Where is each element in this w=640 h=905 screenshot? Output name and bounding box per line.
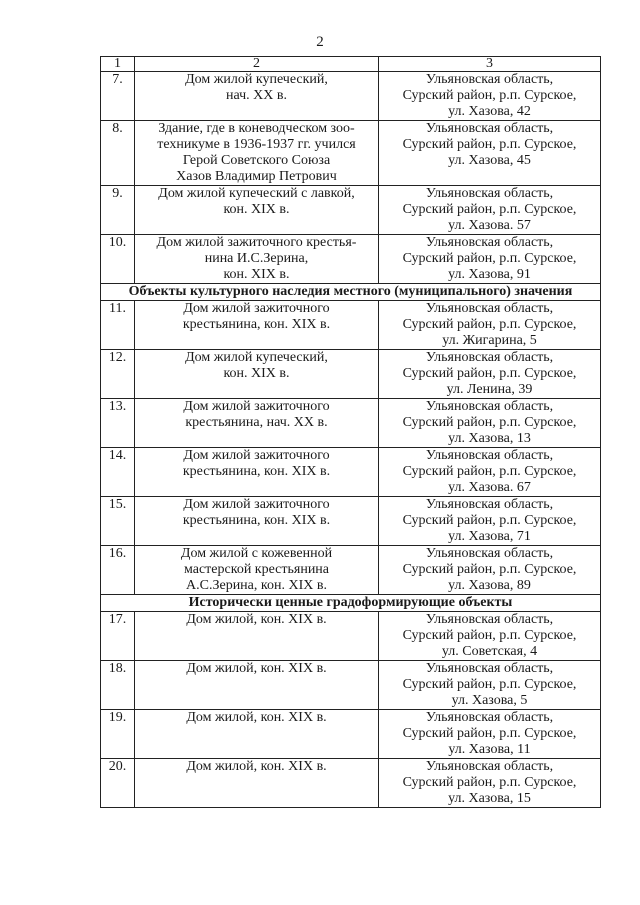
object-name-cell — [135, 546, 379, 595]
address-line: Сурский район, р.п. Сурское, — [402, 202, 577, 217]
table-row — [101, 350, 601, 399]
table-row — [101, 399, 601, 448]
address-cell — [379, 710, 601, 759]
address-line: ул. Хазова, 91 — [448, 267, 531, 282]
object-name-line: кон. XIX в. — [223, 366, 290, 381]
object-name-cell — [135, 72, 379, 121]
address-line: Ульяновская область, — [425, 759, 554, 774]
row-number: 14. — [101, 448, 135, 497]
address-cell — [379, 72, 601, 121]
table-row — [101, 186, 601, 235]
address-cell — [379, 186, 601, 235]
object-name-line: Дом жилой, кон. XIX в. — [186, 612, 327, 627]
object-name-line: Дом жилой, кон. XIX в. — [186, 710, 327, 725]
table-row — [101, 448, 601, 497]
address-line: Ульяновская область, — [425, 612, 554, 627]
object-name-line: крестьянина, кон. XIX в. — [182, 513, 331, 528]
object-name-cell — [135, 301, 379, 350]
table-body — [101, 57, 601, 808]
row-number: 11. — [101, 301, 135, 350]
object-name-line: Дом жилой купеческий, — [185, 350, 328, 365]
section-header-row — [101, 595, 601, 612]
address-line: Сурский район, р.п. Сурское, — [402, 513, 577, 528]
column-header-number: 1 — [101, 57, 135, 72]
object-name-line: кон. XIX в. — [223, 202, 290, 217]
address-line: Ульяновская область, — [425, 546, 554, 561]
object-name-line: Дом жилой зажиточного — [183, 399, 330, 414]
object-name-line: А.С.Зерина, кон. XIX в. — [186, 578, 327, 593]
address-line: ул. Хазова. 57 — [448, 218, 531, 233]
object-name-cell — [135, 399, 379, 448]
row-number: 19. — [101, 710, 135, 759]
row-number: 18. — [101, 661, 135, 710]
object-name-line: Дом жилой, кон. XIX в. — [186, 759, 327, 774]
address-line: Сурский район, р.п. Сурское, — [402, 562, 577, 577]
table-row — [101, 121, 601, 186]
object-name-line: Дом жилой зажиточного — [183, 448, 330, 463]
table-row — [101, 497, 601, 546]
address-line: Ульяновская область, — [425, 186, 554, 201]
object-name-line: кон. XIX в. — [223, 267, 290, 282]
address-line: ул. Хазова, 89 — [448, 578, 531, 593]
address-line: ул. Хазова. 67 — [448, 480, 531, 495]
table-row — [101, 710, 601, 759]
object-name-cell — [135, 235, 379, 284]
address-cell — [379, 399, 601, 448]
table-row — [101, 546, 601, 595]
address-line: Ульяновская область, — [425, 72, 554, 87]
object-name-cell — [135, 497, 379, 546]
address-line: Ульяновская область, — [425, 301, 554, 316]
object-name-cell — [135, 121, 379, 186]
object-name-line: Хазов Владимир Петрович — [176, 169, 337, 184]
address-line: Сурский район, р.п. Сурское, — [402, 88, 577, 103]
address-line: Сурский район, р.п. Сурское, — [402, 366, 577, 381]
address-line: ул. Хазова, 5 — [451, 693, 528, 708]
table-row — [101, 301, 601, 350]
address-line: Сурский район, р.п. Сурское, — [402, 251, 577, 266]
address-cell — [379, 661, 601, 710]
address-cell — [379, 612, 601, 661]
address-line: Ульяновская область, — [425, 350, 554, 365]
address-cell — [379, 497, 601, 546]
table-row — [101, 759, 601, 808]
row-number: 16. — [101, 546, 135, 595]
row-number: 15. — [101, 497, 135, 546]
object-name-line: Дом жилой с кожевенной — [180, 546, 333, 561]
row-number: 7. — [101, 72, 135, 121]
row-number: 12. — [101, 350, 135, 399]
row-number: 20. — [101, 759, 135, 808]
object-name-line: нач. XX в. — [225, 88, 288, 103]
object-name-line: техникуме в 1936-1937 гг. учился — [157, 137, 356, 152]
page-number: 2 — [316, 34, 324, 50]
address-line: Сурский район, р.п. Сурское, — [402, 628, 577, 643]
section-title: Объекты культурного наследия местного (муниципального) значения — [101, 284, 601, 301]
object-name-line: Дом жилой, кон. XIX в. — [186, 661, 327, 676]
address-line: ул. Советская, 4 — [441, 644, 538, 659]
address-line: Ульяновская область, — [425, 121, 554, 136]
object-name-cell — [135, 448, 379, 497]
object-name-line: крестьянина, кон. XIX в. — [182, 464, 331, 479]
address-line: Сурский район, р.п. Сурское, — [402, 775, 577, 790]
object-name-line: мастерской крестьянина — [183, 562, 330, 577]
address-line: ул. Жигарина, 5 — [442, 333, 537, 348]
object-name-line: крестьянина, кон. XIX в. — [182, 317, 331, 332]
address-line: Ульяновская область, — [425, 710, 554, 725]
address-cell — [379, 759, 601, 808]
row-number: 10. — [101, 235, 135, 284]
address-cell — [379, 448, 601, 497]
address-line: Ульяновская область, — [425, 399, 554, 414]
object-name-cell — [135, 759, 379, 808]
object-name-cell — [135, 661, 379, 710]
address-line: ул. Хазова, 11 — [448, 742, 531, 757]
table-row — [101, 661, 601, 710]
address-cell — [379, 546, 601, 595]
table-row — [101, 612, 601, 661]
object-name-line: нина И.С.Зерина, — [204, 251, 309, 266]
object-name-cell — [135, 612, 379, 661]
object-name-cell — [135, 350, 379, 399]
address-line: Сурский район, р.п. Сурское, — [402, 464, 577, 479]
address-line: Ульяновская область, — [425, 235, 554, 250]
address-line: ул. Ленина, 39 — [446, 382, 533, 397]
address-cell — [379, 121, 601, 186]
address-line: Сурский район, р.п. Сурское, — [402, 415, 577, 430]
object-name-line: Дом жилой зажиточного — [183, 301, 330, 316]
object-name-cell — [135, 710, 379, 759]
table-row — [101, 72, 601, 121]
column-header-name: 2 — [135, 57, 379, 72]
object-name-cell — [135, 186, 379, 235]
object-name-line: Дом жилой зажиточного крестья- — [156, 235, 357, 250]
column-header-address: 3 — [379, 57, 601, 72]
row-number: 17. — [101, 612, 135, 661]
table-row — [101, 235, 601, 284]
row-number: 9. — [101, 186, 135, 235]
column-header-row — [101, 57, 601, 72]
address-line: Ульяновская область, — [425, 497, 554, 512]
heritage-objects-table — [100, 56, 601, 808]
address-cell — [379, 350, 601, 399]
row-number: 13. — [101, 399, 135, 448]
address-line: Сурский район, р.п. Сурское, — [402, 137, 577, 152]
object-name-line: Здание, где в коневодческом зоо- — [158, 121, 355, 136]
address-line: Ульяновская область, — [425, 448, 554, 463]
object-name-line: Дом жилой купеческий с лавкой, — [158, 186, 355, 201]
object-name-line: Дом жилой зажиточного — [183, 497, 330, 512]
address-line: ул. Хазова, 42 — [448, 104, 531, 119]
address-line: Ульяновская область, — [425, 661, 554, 676]
address-line: ул. Хазова, 15 — [448, 791, 531, 806]
address-line: Сурский район, р.п. Сурское, — [402, 317, 577, 332]
row-number: 8. — [101, 121, 135, 186]
address-line: Сурский район, р.п. Сурское, — [402, 726, 577, 741]
address-line: Сурский район, р.п. Сурское, — [402, 677, 577, 692]
section-title: Исторически ценные градоформирующие объекты — [101, 595, 601, 612]
address-line: ул. Хазова, 45 — [448, 153, 531, 168]
address-cell — [379, 235, 601, 284]
object-name-line: Герой Советского Союза — [182, 153, 331, 168]
object-name-line: Дом жилой купеческий, — [185, 72, 328, 87]
object-name-line: крестьянина, нач. XX в. — [185, 415, 328, 430]
address-cell — [379, 301, 601, 350]
address-line: ул. Хазова, 71 — [448, 529, 531, 544]
section-header-row — [101, 284, 601, 301]
address-line: ул. Хазова, 13 — [448, 431, 531, 446]
